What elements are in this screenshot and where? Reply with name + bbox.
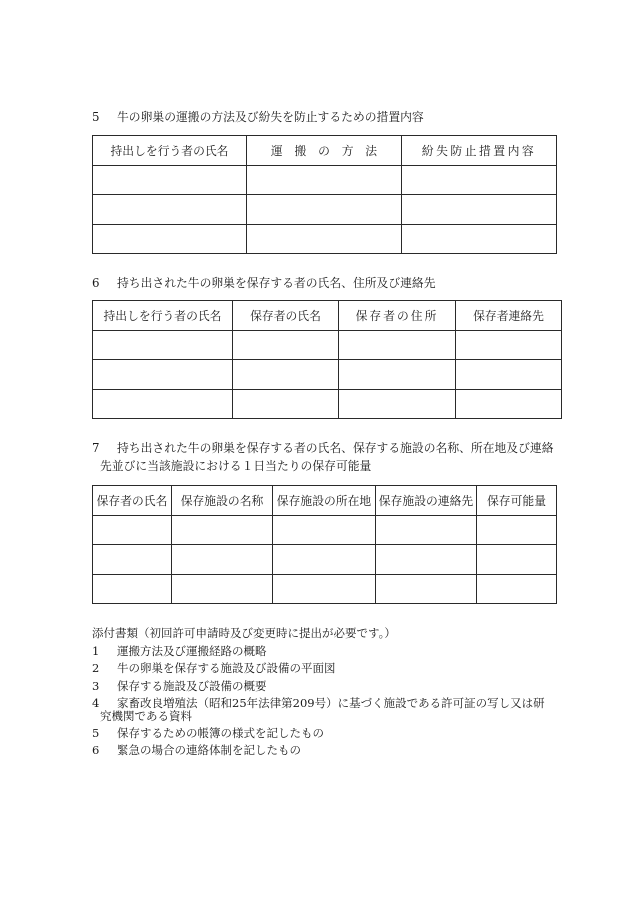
section-6-table — [92, 300, 562, 419]
attachment-item — [92, 660, 336, 676]
item-text: 究機関である資料 — [100, 709, 192, 723]
section-5-heading — [92, 109, 424, 125]
header-cell: 持出しを行う者の氏名 — [93, 301, 233, 331]
item-text: 保存するための帳簿の様式を記したもの — [117, 726, 324, 740]
table-cell — [93, 389, 233, 419]
attachment-item — [92, 742, 301, 758]
header-cell: 紛失防止措置内容 — [402, 136, 557, 166]
table-cell — [477, 545, 557, 575]
header-cell: 保存者連絡先 — [456, 301, 562, 331]
table-cell — [247, 195, 402, 225]
table-cell — [273, 574, 376, 604]
table-cell — [172, 545, 273, 575]
header-cell: 保存施設の所在地 — [273, 486, 376, 516]
section-title: 持ち出された牛の卵巣を保存する者の氏名、住所及び連絡先 — [117, 276, 436, 290]
table-cell — [93, 330, 233, 360]
item-number: 6 — [92, 743, 100, 757]
table-row — [93, 574, 557, 604]
section-7-table — [92, 485, 557, 604]
table-cell — [233, 330, 339, 360]
attachment-item-continuation — [100, 708, 192, 724]
header-cell: 保存可能量 — [477, 486, 557, 516]
table-cell — [172, 515, 273, 545]
table-cell — [93, 224, 247, 254]
table-row — [93, 224, 557, 254]
table-cell — [93, 515, 172, 545]
item-number: 3 — [92, 679, 100, 693]
item-number: 5 — [92, 726, 100, 740]
table-cell — [247, 165, 402, 195]
section-6-heading — [92, 275, 436, 291]
header-cell: 持出しを行う者の氏名 — [93, 136, 247, 166]
attachment-item — [92, 725, 324, 741]
header-cell: 保存施設の連絡先 — [376, 486, 477, 516]
table-cell — [233, 389, 339, 419]
item-number: 4 — [92, 696, 100, 710]
table-cell — [376, 574, 477, 604]
table-cell — [456, 330, 562, 360]
table-cell — [339, 389, 456, 419]
attachment-item — [92, 678, 267, 694]
section-7-heading — [92, 440, 554, 456]
section-number: 7 — [92, 441, 100, 455]
table-cell — [402, 195, 557, 225]
table-cell — [93, 165, 247, 195]
header-row — [93, 136, 557, 166]
table-row — [93, 545, 557, 575]
table-cell — [456, 389, 562, 419]
header-cell: 保存者の住所 — [339, 301, 456, 331]
header-row — [93, 486, 557, 516]
item-number: 2 — [92, 661, 100, 675]
section-number: 6 — [92, 276, 100, 290]
header-cell: 運 搬 の 方 法 — [247, 136, 402, 166]
header-cell: 保存者の氏名 — [93, 486, 172, 516]
section-7-heading-continuation — [100, 458, 371, 474]
attachments-heading: 添付書類（初回許可申請時及び変更時に提出が必要です。） — [92, 626, 396, 640]
item-text: 運搬方法及び運搬経路の概略 — [117, 644, 267, 658]
table-cell — [273, 545, 376, 575]
table-cell — [93, 360, 233, 390]
section-number: 5 — [92, 110, 100, 124]
table-cell — [477, 515, 557, 545]
table-cell — [402, 165, 557, 195]
table-cell — [247, 224, 402, 254]
table-row — [93, 360, 562, 390]
table-row — [93, 195, 557, 225]
table-cell — [93, 545, 172, 575]
table-cell — [376, 515, 477, 545]
header-cell: 保存施設の名称 — [172, 486, 273, 516]
attachment-item — [92, 643, 267, 659]
table-row — [93, 165, 557, 195]
table-cell — [339, 330, 456, 360]
table-cell — [273, 515, 376, 545]
section-5-table — [92, 135, 557, 254]
table-cell — [402, 224, 557, 254]
header-cell: 保存者の氏名 — [233, 301, 339, 331]
table-row — [93, 330, 562, 360]
table-cell — [339, 360, 456, 390]
item-text: 緊急の場合の連絡体制を記したもの — [117, 743, 301, 757]
table-cell — [172, 574, 273, 604]
section-title: 牛の卵巣の運搬の方法及び紛失を防止するための措置内容 — [117, 110, 424, 124]
table-cell — [93, 574, 172, 604]
table-cell — [477, 574, 557, 604]
section-title-line-1: 持ち出された牛の卵巣を保存する者の氏名、保存する施設の名称、所在地及び連絡 — [117, 441, 554, 455]
table-cell — [233, 360, 339, 390]
table-row — [93, 515, 557, 545]
table-cell — [93, 195, 247, 225]
table-cell — [456, 360, 562, 390]
table-cell — [376, 545, 477, 575]
table-row — [93, 389, 562, 419]
item-number: 1 — [92, 644, 100, 658]
item-text: 家畜改良増殖法（昭和25年法律第209号）に基づく施設である許可証の写し又は研 — [117, 696, 545, 710]
header-row — [93, 301, 562, 331]
section-title-line-2: 先並びに当該施設における１日当たりの保存可能量 — [100, 459, 372, 473]
item-text: 保存する施設及び設備の概要 — [117, 679, 267, 693]
item-text: 牛の卵巣を保存する施設及び設備の平面図 — [117, 661, 336, 675]
